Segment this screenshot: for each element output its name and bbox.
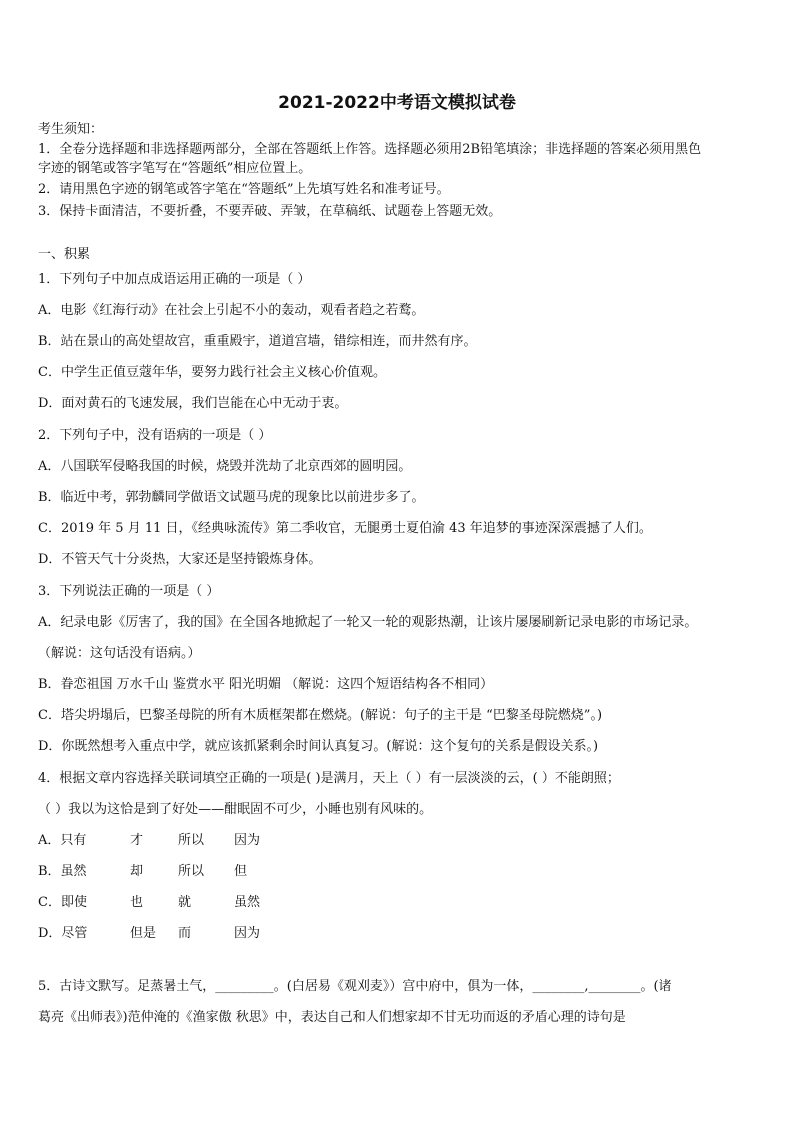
option-cell: A．只有 [38, 833, 87, 848]
q2-option-c: C．2019 年 5 月 11 日，《经典咏流传》第二季收官，无腿勇士夏伯渝 43 年追梦的事迹深深震撼了人们。 [38, 521, 652, 536]
q2-option-b: B．临近中考，郭勃麟同学做语文试题马虎的现象比以前进步多了。 [38, 490, 425, 505]
notice-line-1-cont: 字迹的钢笔或答字笔写在“答题纸”相应位置上。 [38, 161, 312, 176]
option-cell: 而 [178, 926, 192, 941]
q2-stem: 2．下列句子中，没有语病的一项是（ ） [38, 428, 272, 443]
q4-option-a [38, 832, 294, 850]
option-cell: 但是 [130, 926, 157, 941]
q3-option-b: B．眷恋祖国 万水千山 鉴赏水平 阳光明媚 （解说：这四个短语结构各不相同） [38, 677, 494, 692]
q3-stem: 3．下列说法正确的一项是（ ） [38, 584, 220, 599]
option-cell: 就 [178, 895, 192, 910]
notice-line-3: 3．保持卡面清洁，不要折叠，不要弄破、弄皱，在草稿纸、试题卷上答题无效。 [38, 204, 502, 219]
q1-option-b: B．站在景山的高处望故宫，重重殿宇，道道宫墙，错综相连，而井然有序。 [38, 334, 477, 349]
option-cell: D．尽管 [38, 926, 88, 941]
option-cell: 虽然 [234, 895, 261, 910]
option-cell: 也 [130, 895, 144, 910]
option-cell: 所以 [178, 864, 205, 879]
q4-stem-line-1: 4．根据文章内容选择关联词填空正确的一项是( )是满月，天上（ ）有一层淡淡的云，( ）不能朗照； [38, 771, 620, 786]
q3-option-a: A．纪录电影《厉害了，我的国》在全国各地掀起了一轮又一轮的观影热潮，让该片屡屡刷新记录电影的市场记录。 [38, 615, 698, 630]
option-cell: 才 [130, 833, 144, 848]
q5-line-2: 葛亮《出师表》)范仲淹的《渔家傲 秋思》中，表达自己和人们想家却不甘无功而返的矛盾心理的诗句是 [38, 1010, 626, 1025]
option-cell: 因为 [234, 926, 261, 941]
notice-line-2: 2．请用黑色字迹的钢笔或答字笔在“答题纸”上先填写姓名和准考证号。 [38, 182, 450, 197]
option-cell: B．虽然 [38, 864, 87, 879]
option-cell: C．即使 [38, 895, 87, 910]
q4-option-c [38, 894, 294, 912]
q3-option-a-note: （解说：这句话没有语病。） [38, 646, 201, 661]
q4-stem-line-2: （ ）我以为这恰是到了好处——酣眠固不可少，小睡也别有风味的。 [38, 802, 433, 817]
q2-option-a: A．八国联军侵略我国的时候，烧毁并洗劫了北京西郊的圆明园。 [38, 459, 412, 474]
q1-option-c: C．中学生正值豆蔻年华，要努力践行社会主义核心价值观。 [38, 365, 386, 380]
option-cell: 但 [234, 864, 248, 879]
q1-stem: 1．下列句子中加点成语运用正确的一项是（ ） [38, 272, 311, 287]
q3-option-c: C．塔尖坍塌后，巴黎圣母院的所有木质框架都在燃烧。(解说：句子的主干是 “巴黎圣母院燃烧”。) [38, 708, 603, 723]
option-cell: 却 [130, 864, 144, 879]
q1-option-d: D．面对黄石的飞速发展，我们岂能在心中无动于衷。 [38, 396, 348, 411]
notice-line-1: 1．全卷分选择题和非选择题两部分，全部在答题纸上作答。选择题必须用2B铅笔填涂；非选择题的答案必须用黑色 [38, 142, 702, 157]
q3-option-d: D．你既然想考入重点中学，就应该抓紧剩余时间认真复习。(解说：这个复句的关系是假设关系。) [38, 739, 599, 754]
q4-option-b [38, 863, 294, 881]
q1-option-a: A．电影《红海行动》在社会上引起不小的轰动，观看者趋之若鹜。 [38, 303, 425, 318]
q4-option-d [38, 925, 294, 943]
notice-header: 考生须知： [38, 122, 104, 137]
section-heading: 一、积累 [38, 247, 91, 262]
q2-option-d: D．不管天气十分炎热，大家还是坚持锻炼身体。 [38, 552, 322, 567]
q5-line-1: 5．古诗文默写。足蒸暑土气，_________。(白居易《观刈麦》）宫中府中，俱为一体，________,________。(诸 [38, 979, 672, 994]
option-cell: 所以 [178, 833, 205, 848]
option-cell: 因为 [234, 833, 261, 848]
page-title: 2021-2022中考语文模拟试卷 [278, 93, 516, 113]
